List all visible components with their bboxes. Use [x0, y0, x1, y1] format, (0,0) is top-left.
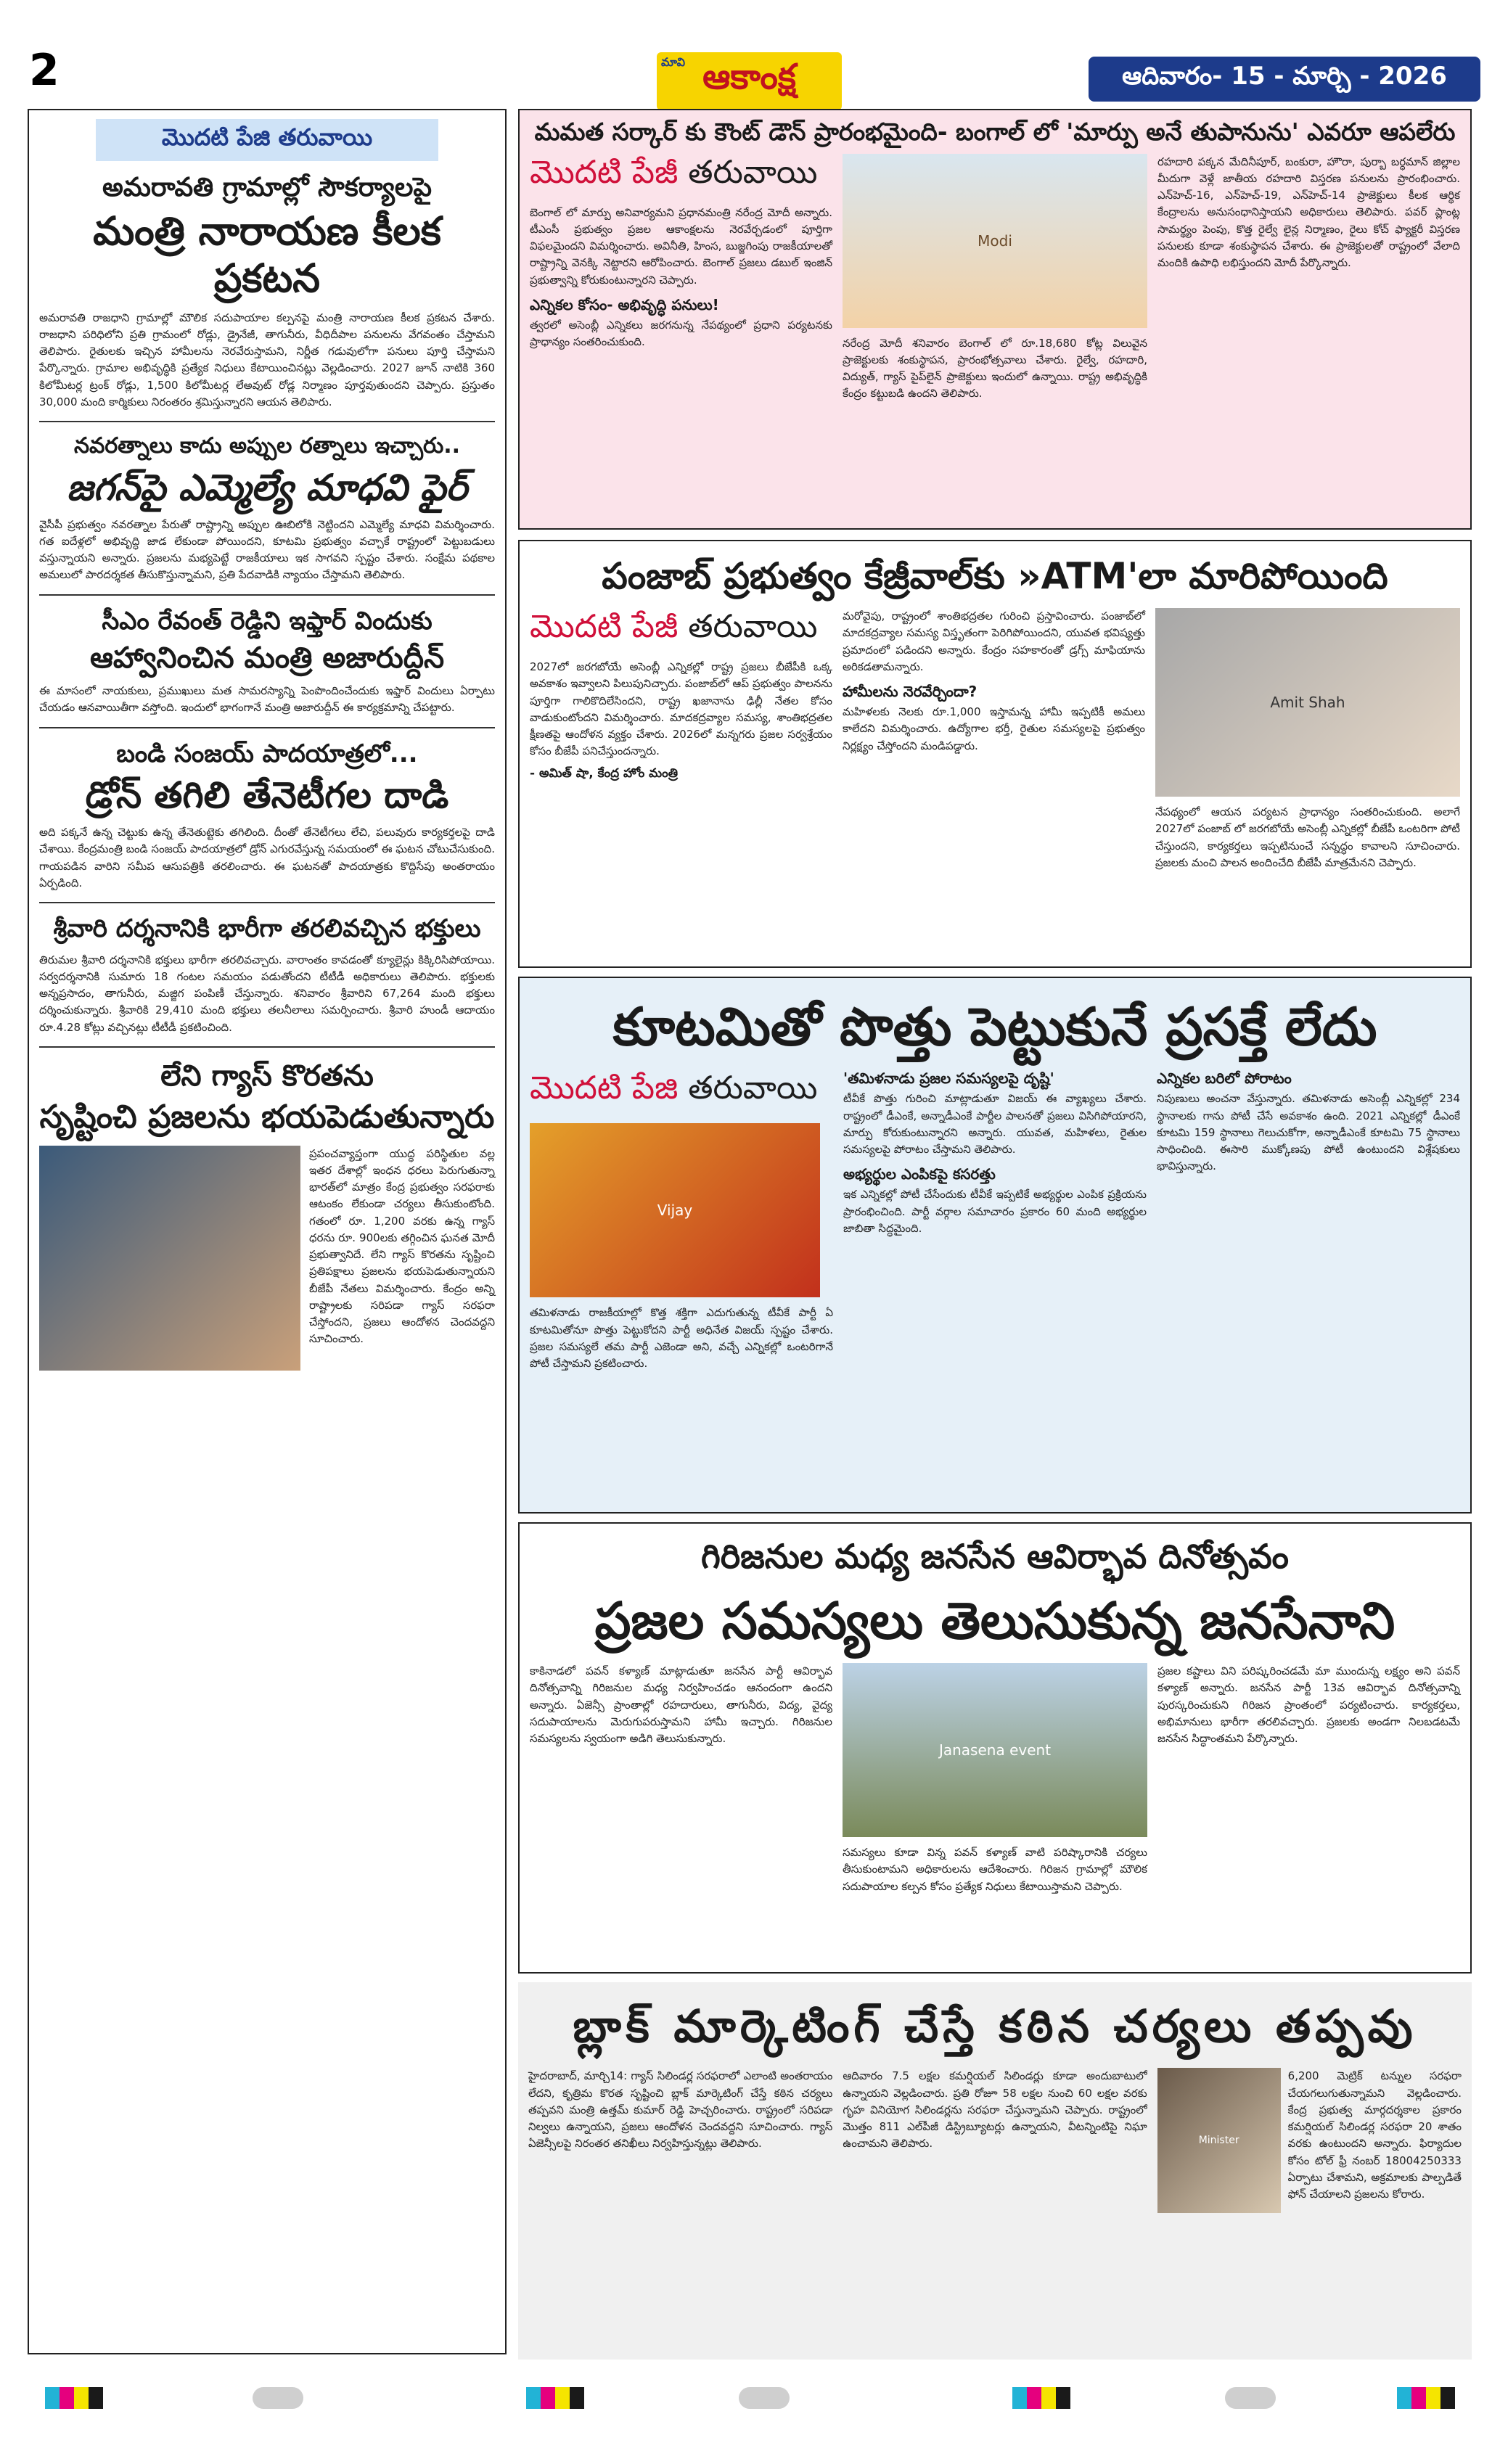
story-body: వైసీపీ ప్రభుత్వం నవరత్నాల పేరుతో రాష్ట్రాన్ని అప్పుల ఊబిలోకి నెట్టిందని ఎమ్మెల్యే మాధవి విమర్శించారు. గత ఐదేళ్లలో అభివృద్ధి జాడ లేకుండా పోయిందని, కూటమి ప్రభుత్వం వచ్చాకే రాష్ట్రంలో పెట్టుబడులు వస్తున్నాయని అన్నారు. ప్రజలను మభ్యపెట్టే రాజకీయాలు ఇక సాగవని స్పష్టం చేశారు. సంక్షేమ పథకాల అమలులో పారదర్శకత తీసుకొస్తున్నామని, ప్రతి పేదవాడికి న్యాయం చేస్తామని తెలిపారు. [39, 517, 495, 582]
swatch-yellow [74, 2387, 89, 2409]
story-body: మహిళలకు నెలకు రూ.1,000 ఇస్తామన్న హామీ ఇప్పటికీ అమలు కాలేదని విమర్శించారు. ఉద్యోగాల భర్తీ, రైతుల సమస్యలపై ప్రభుత్వం నిర్లక్ష్యం చేస్తోందని మండిపడ్డారు. [843, 705, 1145, 752]
story-body: హైదరాబాద్, మార్చి14: గ్యాస్ సిలిండర్ల సరఫరాలో ఎలాంటి అంతరాయం లేదని, కృత్రిమ కొరత సృష్టించి బ్లాక్ మార్కెటింగ్ చేస్తే కఠిన చర్యలు తప్పవని మంత్రి ఉత్తమ్ కుమార్ రెడ్డి హెచ్చరించారు. రాష్ట్రంలో సరిపడా నిల్వలు ఉన్నాయని, ప్రజలు ఆందోళన చెందవద్దని సూచించారు. గ్యాస్ ఏజెన్సీలపై నిరంతర తనిఖీలు నిర్వహిస్తున్నట్లు తెలిపారు. [528, 2069, 833, 2151]
color-registration-left [45, 2387, 103, 2409]
page-number: 2 [29, 45, 60, 96]
subhead: ఎన్నికల బరిలో పోరాటం [1157, 1069, 1292, 1088]
story-line1: బండి సంజయ్ పాదయాత్రలో... [116, 739, 418, 768]
swatch-cyan [526, 2387, 541, 2409]
story-body: మరోవైపు, రాష్ట్రంలో శాంతిభద్రతల గురించి ప్రస్తావించారు. పంజాబ్‌లో మాదకద్రవ్యాల సమస్య విస్తృతంగా పెరిగిపోయిందని, యువత భవిష్యత్తు ప్రమాదంలో పడిందని అన్నారు. కేంద్రం సహకారంతో డ్రగ్స్ మాఫియాను అరికడతామన్నారు. [843, 609, 1145, 673]
photo-caption: Vijay [657, 1202, 693, 1220]
swatch-yellow [1041, 2387, 1056, 2409]
story-amaravati [39, 171, 495, 411]
swatch-yellow [555, 2387, 570, 2409]
kicker-continued: మొదటి పేజి తరువాయి [530, 1069, 818, 1107]
swatch-black [1056, 2387, 1070, 2409]
story-line1: నవరత్నాలు కాదు అప్పుల రత్నాలు ఇచ్చారు.. [73, 433, 461, 459]
signature: - అమిత్ షా, కేంద్ర హోం మంత్రి [530, 765, 679, 781]
story-gas-black-market [518, 1982, 1472, 2360]
masthead [0, 0, 1500, 109]
photo-caption: Amit Shah [1270, 694, 1345, 711]
swatch-black [1440, 2387, 1455, 2409]
amit-shah-photo [1155, 608, 1460, 797]
story-body: ప్రపంచవ్యాప్తంగా యుద్ధ పరిస్థితుల వల్ల ఇతర దేశాల్లో ఇంధన ధరలు పెరుగుతున్నా భారత్‌లో మాత్రం కేంద్ర ప్రభుత్వం సరఫరాకు ఆటంకం లేకుండా చర్యలు తీసుకుంటోంది. గతంలో రూ. 1,200 వరకు ఉన్న గ్యాస్ ధరను రూ. 900లకు తగ్గించిన ఘనత మోదీ ప్రభుత్వానిదే. లేని గ్యాస్ కొరతను సృష్టించి ప్రతిపక్షాలు ప్రజలను భయపెడుతున్నాయని బీజేపీ నేతలు విమర్శించారు. కేంద్రం అన్ని రాష్ట్రాలకు సరిపడా గ్యాస్ సరఫరా చేస్తోందని, ప్రజలు ఆందోళన చెందవద్దని సూచించారు. [309, 1146, 495, 1346]
story-body: కాకినాడలో పవన్ కళ్యాణ్ మాట్లాడుతూ జనసేన పార్టీ ఆవిర్భావ దినోత్సవాన్ని గిరిజనుల మధ్య నిర్వహించడం ఆనందంగా ఉందని అన్నారు. ఏజెన్సీ ప్రాంతాల్లో రహదారులు, తాగునీరు, విద్య, వైద్య సదుపాయాలను మెరుగుపరుస్తామని హామీ ఇచ్చారు. గిరిజనుల సమస్యలను స్వయంగా అడిగి తెలుసుకున్నారు. [530, 1664, 832, 1745]
story-drone [39, 739, 495, 892]
photo-caption: Modi [978, 231, 1012, 250]
kicker-continued: మొదటి పేజి తరువాయి [96, 119, 438, 161]
story-body: టీవీకే పొత్తు గురించి మాట్లాడుతూ విజయ్ ఈ వ్యాఖ్యలు చేశారు. రాష్ట్రంలో డీఎంకే, అన్నాడీఎంకే పార్టీల పాలనతో ప్రజలు విసిగిపోయారని, మార్పు కోరుకుంటున్నారని అన్నారు. యువత, మహిళలు, రైతుల సమస్యలపై పోరాటం చేస్తామని తెలిపారు. [843, 1092, 1147, 1157]
press-conference-photo [39, 1146, 300, 1371]
subhead: ఎన్నికల కోసం- అభివృద్ధి పనులు! [530, 295, 719, 313]
subhead: అభ్యర్థుల ఎంపికపై కసరత్తు [843, 1165, 996, 1183]
registration-pill [253, 2387, 303, 2409]
story-line1: సీఎం రేవంత్ రెడ్డిని ఇఫ్తార్ విందుకు [102, 606, 433, 636]
story-body: త్వరలో అసెంబ్లీ ఎన్నికలు జరగనున్న నేపథ్యంలో ప్రధాని పర్యటనకు ప్రాధాన్యం సంతరించుకుంది. [530, 318, 832, 349]
story-headline: శ్రీవారి దర్శనానికి భారీగా తరలివచ్చిన భక్తులు [53, 914, 481, 944]
janasena-photo [843, 1663, 1147, 1837]
swatch-black [89, 2387, 103, 2409]
photo-caption: Janasena event [938, 1741, 1052, 1759]
photo-caption: Minister [1198, 2135, 1239, 2147]
story-headline: బ్లాక్ మార్కెటింగ్ చేస్తే కఠిన చర్యలు తప్పవు [573, 2000, 1417, 2053]
minister-photo [1157, 2068, 1281, 2213]
story-headline: కూటమితో పొత్తు పెట్టుకునే ప్రసక్తే లేదు [612, 996, 1377, 1057]
kicker-continued: మొదటి పేజీ తరువాయి [530, 153, 818, 191]
color-registration-right [1012, 2387, 1070, 2409]
story-headline: పంజాబ్ ప్రభుత్వం కేజ్రీవాల్‌కు »ATM'లా మారిపోయింది [602, 555, 1388, 597]
newspaper-logo [657, 52, 842, 110]
story-body: సమస్యలు కూడా విన్న పవన్ కళ్యాణ్ వాటి పరిష్కారానికి చర్యలు తీసుకుంటామని అధికారులను ఆదేశించారు. గిరిజన గ్రామాల్లో మౌలిక సదుపాయాల కల్పన కోసం ప్రత్యేక నిధులు కేటాయిస్తామని చెప్పారు. [843, 1846, 1147, 1893]
story-body: రహదారి పక్కన మేదినీపూర్, బంకురా, హౌరా, పుర్బా బర్ధమాన్ జిల్లాల మీదుగా వెళ్లే జాతీయ రహదారి విస్తరణ పనులను ప్రారంభించారు. ఎన్‌హెచ్-16, ఎన్‌హెచ్-19, ఎన్‌హెచ్-14 ప్రాజెక్టులు కీలక ఆర్థిక కేంద్రాలను అనుసంధానిస్తాయని అధికారులు తెలిపారు. పవర్ ప్లాంట్ల సామర్థ్యం పెంపు, కొత్త రైల్వే లైన్ల నిర్మాణం, రైలు కోచ్ ఫ్యాక్టరీ విస్తరణ పనులకు కూడా శంకుస్థాపన చేశారు. ఈ ప్రాజెక్టులతో రాష్ట్రంలో వేలాది మందికి ఉపాధి లభిస్తుందని మోదీ పేర్కొన్నారు. [1157, 155, 1460, 270]
story-line1: గిరిజనుల మధ్య జనసేన ఆవిర్భావ దినోత్సవం [701, 1537, 1289, 1576]
color-registration-mid [526, 2387, 584, 2409]
story-body: 6,200 మెట్రిక్ టన్నుల సరఫరా చేయగలుగుతున్నామని వెల్లడించారు. కేంద్ర ప్రభుత్వ మార్గదర్శకాల ప్రకారం కమర్షియల్ సిలిండర్ల సరఫరా 20 శాతం వరకు ఉంటుందని అన్నారు. ఫిర్యాదుల కోసం టోల్ ఫ్రీ నంబర్ 18004250333 ఏర్పాటు చేశామని, అక్రమాలకు పాల్పడితే ఫోన్ చేయాలని ప్రజలను కోరారు. [1287, 2069, 1462, 2201]
story-headline: ప్రజల సమస్యలు తెలుసుకున్న జనసేనాని [594, 1591, 1396, 1651]
swatch-magenta [1027, 2387, 1041, 2409]
logo-small-text: మావి [661, 55, 685, 69]
story-body: అమరావతి రాజధాని గ్రామాల్లో మౌలిక సదుపాయాల కల్పనపై మంత్రి నారాయణ కీలక ప్రకటన చేశారు. రాజధాని పరిధిలోని ప్రతి గ్రామంలో రోడ్లు, డ్రైనేజీ, తాగునీరు, వీధిదీపాల పనులను వేగవంతం చేస్తామని తెలిపారు. రైతులకు ఇచ్చిన హామీలను నెరవేరుస్తామని, నిర్ణీత గడువులోగా పనులు పూర్తి చేస్తామని పేర్కొన్నారు. గ్రామాల అభివృద్ధికి ప్రత్యేక నిధులు కేటాయించినట్లు వెల్లడించారు. 2027 జూన్ నాటికి 360 కిలోమీటర్ల ట్రంక్ రోడ్లు, 1,500 కిలోమీటర్ల లేఅవుట్ రోడ్ల నిర్మాణం పూర్తవుతుందని చెప్పారు. ప్రస్తుతం 30,000 మంది కార్మికులు నిరంతరం శ్రమిస్తున్నారని ఆయన తెలిపారు. [39, 311, 495, 408]
story-body: ఇక ఎన్నికల్లో పోటీ చేసేందుకు టీవీకే ఇప్పటికే అభ్యర్థుల ఎంపిక ప్రక్రియను ప్రారంభించింది. పార్టీ వర్గాల సమాచారం ప్రకారం 60 మంది అభ్యర్థుల జాబితా సిద్ధమైంది. [843, 1188, 1147, 1235]
story-madhavi [39, 432, 495, 584]
story-gas-shortage [39, 1058, 495, 1371]
story-body: బెంగాల్ లో మార్పు అనివార్యమని ప్రధానమంత్రి నరేంద్ర మోదీ అన్నారు. టీఎంసీ ప్రభుత్వం ప్రజల ఆకాంక్షలను నెరవేర్చడంలో పూర్తిగా విఫలమైందని విమర్శించారు. అవినీతి, హింస, బుజ్జగింపు రాజకీయాలతో రాష్ట్రాన్ని వెనక్కి నెట్టారని ఆరోపించారు. బెంగాల్ ప్రజలు డబుల్ ఇంజిన్ ప్రభుత్వాన్ని కోరుకుంటున్నారని చెప్పారు. [530, 205, 832, 287]
story-body: తమిళనాడు రాజకీయాల్లో కొత్త శక్తిగా ఎదుగుతున్న టీవీకే పార్టీ ఏ కూటమితోనూ పొత్తు పెట్టుకోదని పార్టీ అధినేత విజయ్ స్పష్టం చేశారు. ప్రజల సమస్యలే తమ పార్టీ ఎజెండా అని, వచ్చే ఎన్నికల్లో ఒంటరిగానే పోటీ చేస్తామని ప్రకటించారు. [530, 1306, 833, 1371]
date-banner: ఆదివారం- 15 - మార్చి - 2026 [1089, 57, 1480, 102]
swatch-cyan [1397, 2387, 1411, 2409]
story-bengal [518, 109, 1472, 530]
story-headline: డ్రోన్ తగిలి తేనెటీగల దాడి [85, 774, 449, 817]
story-headline: మంత్రి నారాయణ కీలక ప్రకటన [93, 208, 441, 301]
story-body: తిరుమల శ్రీవారి దర్శనానికి భక్తులు భారీగా తరలివచ్చారు. వారాంతం కావడంతో క్యూలైన్లు కిక్కిరిసిపోయాయి. సర్వదర్శనానికి సుమారు 18 గంటల సమయం పడుతోందని టీటీడీ అధికారులు తెలిపారు. భక్తులకు అన్నప్రసాదం, తాగునీరు, మజ్జిగ పంపిణీ చేస్తున్నారు. శనివారం శ్రీవారిని 67,264 మంది భక్తులు దర్శించుకున్నారు. శ్రీవారికి 29,410 మంది భక్తులు తలనీలాలు సమర్పించారు. శ్రీవారి హుండీ ఆదాయం రూ.4.28 కోట్లు వచ్చినట్లు టీటీడీ ప్రకటించింది. [39, 953, 495, 1034]
swatch-magenta [541, 2387, 555, 2409]
left-column [28, 109, 507, 2354]
story-tirumala [39, 913, 495, 1036]
story-body: నరేంద్ర మోదీ శనివారం బెంగాల్ లో రూ.18,680 కోట్ల విలువైన ప్రాజెక్టులకు శంకుస్థాపన, ప్రారంభోత్సవాలు చేశారు. రైల్వే, రహదారి, విద్యుత్, గ్యాస్ పైప్‌లైన్ ప్రాజెక్టులు ఇందులో ఉన్నాయి. రాష్ట్ర అభివృద్ధికి కేంద్రం కట్టుబడి ఉందని తెలిపారు. [843, 336, 1147, 401]
story-body: నేపథ్యంలో ఆయన పర్యటన ప్రాధాన్యం సంతరించుకుంది. అలాగే 2027లో పంజాబ్ లో జరగబోయే అసెంబ్లీ ఎన్నికల్లో బీజేపీ ఒంటరిగా పోటీ చేస్తుందని, కార్యకర్తలు ఇప్పటినుంచే సన్నద్ధం కావాలని సూచించారు. ప్రజలకు మంచి పాలన అందించేది బీజేపీ మాత్రమేనని చెప్పారు. [1155, 805, 1460, 869]
registration-pill [1225, 2387, 1276, 2409]
vijay-photo [530, 1123, 820, 1297]
modi-photo [843, 154, 1147, 328]
story-body: ఆదివారం 7.5 లక్షల కమర్షియల్ సిలిండర్లు కూడా అందుబాటులో ఉన్నాయని వెల్లడించారు. ప్రతి రోజూ 58 లక్షల నుంచి 60 లక్షల వరకు గృహ వినియోగ సిలిండర్లను సరఫరా చేస్తున్నామని చెప్పారు. రాష్ట్రంలో మొత్తం 811 ఎల్‌పీజీ డిస్ట్రిబ్యూటర్లు ఉన్నాయని, వీటన్నింటిపై నిఘా ఉంచామని తెలిపారు. [843, 2069, 1147, 2151]
story-headline: సృష్టించి ప్రజలను భయపెడుతున్నారు [39, 1098, 495, 1136]
story-janasena [518, 1522, 1472, 1974]
swatch-cyan [45, 2387, 60, 2409]
story-line1: లేని గ్యాస్ కొరతను [160, 1059, 374, 1093]
story-line1: అమరావతి గ్రామాల్లో సౌకర్యాలపై [102, 173, 433, 202]
story-body: 2027లో జరగబోయే అసెంబ్లీ ఎన్నికల్లో రాష్ట్ర ప్రజలు బీజేపీకి ఒక్క అవకాశం ఇవ్వాలని పిలుపునిచ్చారు. పంజాబ్‌లో ఆప్ ప్రభుత్వం పాలనను పూర్తిగా గాలికొదిలేసిందని, రాష్ట్ర ఖజానాను ఢిల్లీ నేతల కోసం వాడుకుంటోందని విమర్శించారు. మాదకద్రవ్యాల సమస్య, శాంతిభద్రతల క్షీణతపై ఆందోళన వ్యక్తం చేశారు. 2026లో మన్నగరు ప్రజల సర్వశ్రేయం కోసం బీజేపీ పనిచేస్తుందన్నారు. [530, 660, 832, 758]
story-tvk [518, 977, 1472, 1514]
swatch-black [570, 2387, 584, 2409]
story-body: అది పక్కనే ఉన్న చెట్టుకు ఉన్న తేనెతుట్టెకు తగిలింది. దీంతో తేనెటీగలు లేచి, పలువురు కార్యకర్తలపై దాడి చేశాయి. కేంద్రమంత్రి బండి సంజయ్ పాదయాత్రలో డ్రోన్ ఎగురవేస్తున్న సమయంలో ఈ ఘటన చోటుచేసుకుంది. గాయపడిన వారిని సమీప ఆసుపత్రికి తరలించారు. ఈ ఘటనతో పాదయాత్రకు కొద్దిసేపు అంతరాయం ఏర్పడింది. [39, 826, 495, 890]
story-body: ప్రజల కష్టాలు విని పరిష్కరించడమే మా ముందున్న లక్ష్యం అని పవన్ కళ్యాణ్ అన్నారు. జనసేన పార్టీ 13వ ఆవిర్భావ దినోత్సవాన్ని పురస్కరించుకుని గిరిజన ప్రాంతంలో పర్యటించారు. కార్యకర్తలు, అభిమానులు భారీగా తరలివచ్చారు. ప్రజలకు అండగా నిలబడటమే జనసేన సిద్ధాంతమని పేర్కొన్నారు. [1157, 1664, 1460, 1745]
story-punjab [518, 540, 1472, 968]
swatch-cyan [1012, 2387, 1027, 2409]
story-headline: ఆహ్వానించిన మంత్రి అజారుద్దీన్ [89, 641, 445, 675]
swatch-yellow [1426, 2387, 1440, 2409]
color-registration-far-right [1397, 2387, 1455, 2409]
kicker-continued: మొదటి పేజీ తరువాయి [530, 608, 818, 645]
swatch-magenta [60, 2387, 74, 2409]
story-body: నిపుణులు అంచనా వేస్తున్నారు. తమిళనాడు అసెంబ్లీ ఎన్నికల్లో 234 స్థానాలకు గాను పోటీ చేసే అవకాశం ఉంది. 2021 ఎన్నికల్లో డీఎంకే కూటమి 159 స్థానాలు గెలుచుకోగా, అన్నాడీఎంకే కూటమి 75 స్థానాలు సాధించింది. ఈసారి ముక్కోణపు పోటీ ఉంటుందని విశ్లేషకులు భావిస్తున్నారు. [1157, 1092, 1460, 1173]
swatch-magenta [1411, 2387, 1426, 2409]
subhead: 'తమిళనాడు ప్రజల సమస్యలపై దృష్టి' [843, 1069, 1054, 1088]
story-headline: జగన్‌పై ఎమ్మెల్యే మాధవి ఫైర్ [66, 466, 468, 509]
story-body: ఈ మాసంలో నాయకులు, ప్రముఖులు మత సామరస్యాన్ని పెంపొందించేందుకు ఇఫ్తార్ విందులు ఏర్పాటు చేయడం ఆనవాయితీగా వస్తోంది. ఇందులో భాగంగానే మంత్రి అజారుద్దీన్ ఈ కార్యక్రమాన్ని చేపట్టారు. [39, 684, 495, 715]
story-headline: మమత సర్కార్ కు కౌంట్ డౌన్ ప్రారంభమైంది- బంగాల్ లో 'మార్పు అనే తుపానును' ఎవరూ ఆపలేరు [534, 118, 1456, 146]
story-iftar [39, 606, 495, 717]
subhead: హామీలను నెరవేర్చిందా? [843, 683, 978, 700]
logo-text: ఆకాంక్ష [702, 57, 796, 97]
registration-pill [739, 2387, 790, 2409]
